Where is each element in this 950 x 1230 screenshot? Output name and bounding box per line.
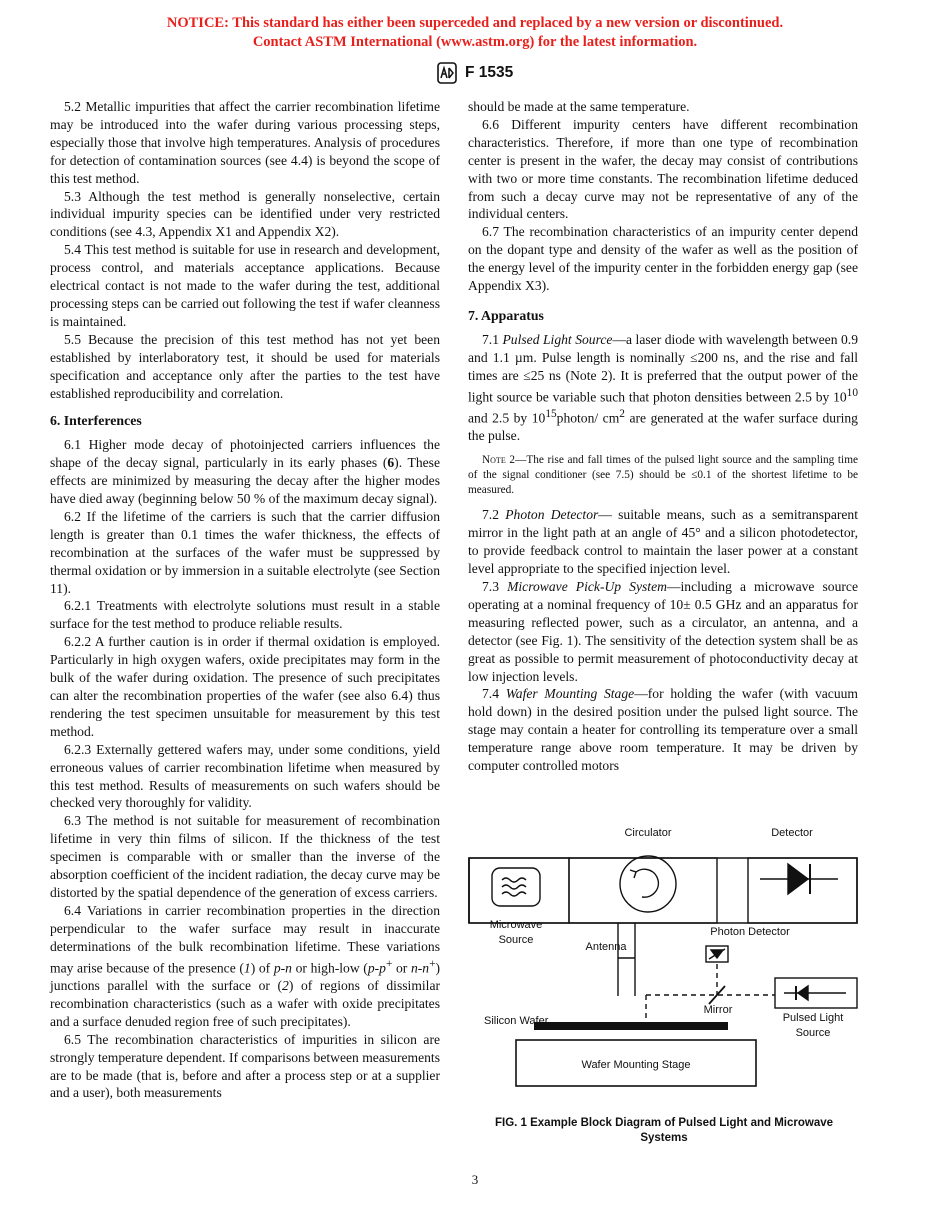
microwave-waves-icon — [502, 878, 526, 896]
para-7-3: 7.3 Microwave Pick-Up System—including a microwave source operating at a nominal frequency of 10± 0.5 GHz and an apparatus for measuring reflected power, such as a circulator, an antenna, and a detector (see Fig. 1). The sensitivity of the detection system shall be as great as possible to permit measurement of photoconductivity decay at low injection levels. — [468, 579, 858, 684]
right-column — [468, 98, 858, 775]
label-circulator: Circulator — [624, 827, 672, 839]
section-6-heading: 6. Interferences — [50, 413, 142, 429]
para-5-4: 5.4 This test method is suitable for use in research and development, process control, and materials acceptance applications. Because electrical contact is not made to the wafer during the test, additional processing steps can be carried out following the test if wafer cleanness is maintained. — [50, 242, 440, 329]
label-pulsed-1: Pulsed Light — [782, 1012, 844, 1024]
page-number: 3 — [471, 1172, 479, 1187]
para-6-2-2: 6.2.2 A further caution is in order if thermal oxidation is employed. Particularly in high oxygen wafers, oxide precipitates may form in the bulk of the wafer during oxidation. The presence of such precipitates can alter the recombination properties of the wafer (see also 6.4) thus rendering the test specimen unsuitable for measurement by this test method. — [50, 634, 440, 739]
para-6-2-3: 6.2.3 Externally gettered wafers may, under some conditions, yield erroneous values of carrier recombination lifetime when measured by this test method. Results of measurements on such wafers should be checked very thoroughly for validity. — [50, 741, 440, 811]
para-6-6: 6.6 Different impurity centers have different recombination characteristics. Therefore, if more than one type of recombination center is present in the wafer, the decay may consist of contributions with two or more time constants. The recombination lifetime deduced from such a decay curve may not be representative of any of the individual centers. — [468, 116, 858, 222]
figure-caption: FIG. 1 Example Block Diagram of Pulsed Light and Microwave Systems — [494, 1117, 834, 1144]
notice-line-1: NOTICE: This standard has either been superceded and replaced by a new version or discontinued. — [166, 15, 784, 31]
para-5-5: 5.5 Because the precision of this test method has not yet been established by interlaboratory test, it should be used for materials specification and acceptance only after the parties to the test have established reproducibility and correlation. — [50, 331, 440, 401]
label-microwave-2: Source — [498, 934, 534, 946]
ref-6[interactable]: 6 — [387, 455, 395, 471]
note-2: Note 2—The rise and fall times of the pulsed light source and the sampling time of the signal conditioner (see 7.5) should be ≤0.1 of the shortest lifetime to be measured. — [468, 454, 858, 497]
label-stage: Wafer Mounting Stage — [581, 1059, 691, 1071]
para-5-2: 5.2 Metallic impurities that affect the carrier recombination lifetime may be introduced into the wafer during various processing steps, especially those that involve high temperatures. Analysis of procedures for detection of contamination sources (see 4.4) is beyond the scope of this test method. — [50, 99, 440, 186]
label-pulsed-2: Source — [795, 1027, 831, 1039]
para-5-3: 5.3 Although the test method is generally nonselective, certain individual impurity species can be identified under very restricted conditions (see 4.3, Appendix X1 and Appendix X2). — [50, 188, 440, 240]
para-6-3: 6.3 The method is not suitable for measurement of recombination lifetime in very thin films of silicon. If the thickness of the test specimen is comparable with or smaller than the inverse of the absorption coefficient of the incident radiation, the decay curve may be distorted by the spatial dependence of the generation of excess carriers. — [50, 813, 440, 900]
label-photon-detector: Photon Detector — [710, 926, 790, 938]
para-7-4: 7.4 Wafer Mounting Stage—for holding the wafer (with vacuum hold down) in the desired position under the pulsed light source. The stage may contain a heater for controlling its temperature over a small temperature range above room temperature. It may be driven by computer controlled motors — [468, 686, 859, 774]
circulator-box — [569, 858, 717, 923]
label-mirror: Mirror — [703, 1004, 733, 1016]
circulator-icon — [620, 856, 676, 912]
antenna — [618, 923, 635, 996]
standard-header — [0, 62, 950, 84]
standard-designation: F 1535 — [465, 64, 514, 82]
para-6-5-continued: should be made at the same temperature. — [468, 99, 690, 114]
para-6-5: 6.5 The recombination characteristics of impurities in silicon are strongly temperature dependent. If comparisons between measurements are to be made (that is, before and after a process step or at a supplier and a user), both measurements — [50, 1031, 440, 1101]
para-6-4: 6.4 Variations in carrier recombination properties in the direction perpendicular to the wafer surface may result in inaccurate determinations of the bulk recombination lifetime. These variations may arise because of the presence (1) of p-n or high-low (p-p+ or n-n+) junctions parallel with the surface or (2) of regions of dissimilar recombination characteristics (such as a wafer with oxide precipitates and a surface denuded region free of such precipitates). — [50, 902, 441, 1029]
label-detector: Detector — [771, 827, 813, 839]
detector-diode-icon — [788, 864, 808, 894]
notice-line-2: Contact ASTM International (www.astm.org) for the latest information. — [252, 34, 698, 50]
para-6-1: 6.1 Higher mode decay of photoinjected carriers influences the shape of the decay signal, particularly in its early phases (6). These effects are minimized by measuring the decay after the higher modes have died away (beginning below 50 % of the maximum decay signal). — [50, 437, 441, 507]
section-7-heading: 7. Apparatus — [468, 307, 544, 323]
para-6-2-1: 6.2.1 Treatments with electrolyte solutions must result in a stable surface for the test method to produce reliable results. — [50, 598, 440, 632]
detector-box — [748, 858, 857, 923]
laser-diode-icon — [798, 986, 808, 1000]
para-7-1: 7.1 Pulsed Light Source—a laser diode with wavelength between 0.9 and 1.1 µm. Pulse length is nominally ≤200 ns, and the rise and fall times are ≤25 ns (Note 2). It is preferred that the output power of the light source be variable such that photon densities between 2.5 by $10^{10}$ and 2.5 by $10^{15}photon/$ $cm^2$ are generated at the wafer surface during the pulse. — [468, 331, 858, 444]
label-microwave-1: Microwave — [489, 919, 543, 931]
figure-1-block-diagram — [468, 818, 860, 1118]
para-7-2: 7.2 Photon Detector— suitable means, such as a semitransparent mirror in the light path at an angle of 45° and a silicon photodetector, to provide feedback control to maintain the laser power at a constant level appropriate to the specified injection level. — [468, 507, 859, 577]
left-column — [50, 98, 440, 1102]
label-silicon-wafer: Silicon Wafer — [484, 1015, 549, 1027]
astm-logo — [437, 62, 457, 84]
para-6-2: 6.2 If the lifetime of the carriers is such that the carrier diffusion length is greater than 0.1 times the wafer thickness, the effects of recombination at the surfaces of the wafer must be suppressed by thermal oxidation or by immersion in a suitable electrolyte (see Section 11). — [50, 508, 440, 596]
para-6-7: 6.7 The recombination characteristics of an impurity center depend on the dopant type and density of the wafer as well as the position of the energy level of the impurity center in the forbidden energy gap (see Appendix X3). — [468, 224, 858, 294]
label-antenna: Antenna — [585, 941, 627, 953]
notice-banner — [0, 14, 950, 52]
silicon-wafer — [534, 1022, 728, 1030]
